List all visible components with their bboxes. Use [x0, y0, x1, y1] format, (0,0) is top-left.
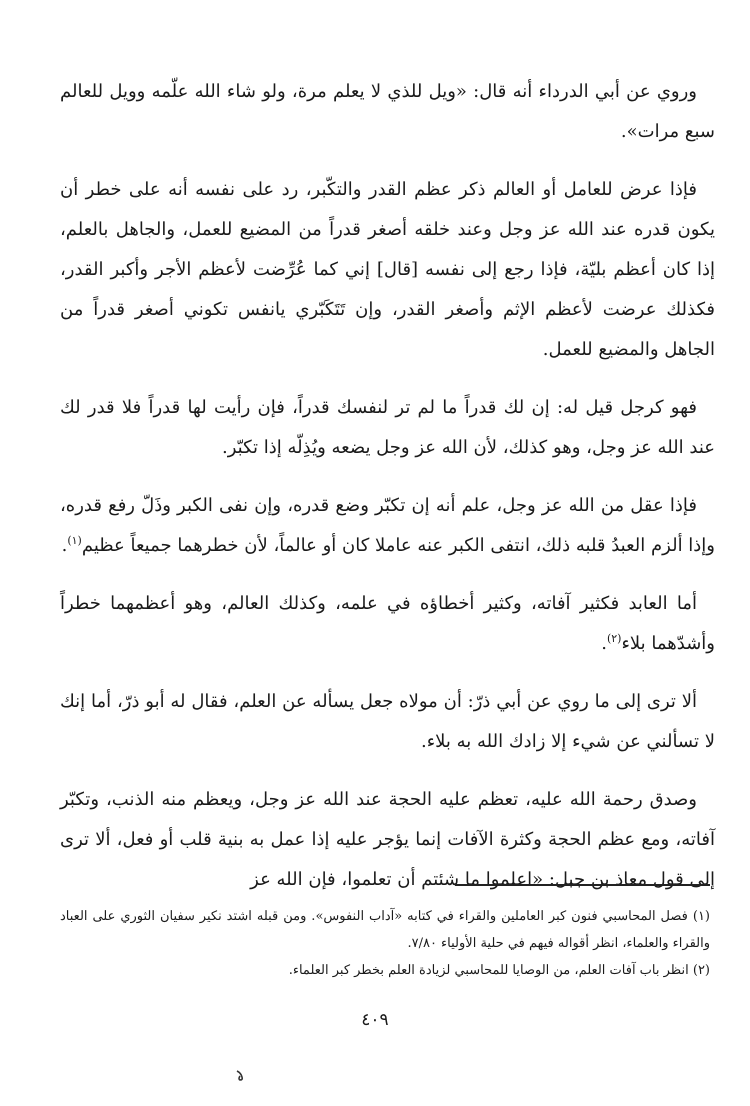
paragraph-3: فهو كرجل قيل له: إن لك قدراً ما لم تر لنفسك قدراً، فإن رأيت لها قدراً فلا قدر لك عند الله عز وجل، وهو كذلك، لأن الله عز وجل يضعه ويُذِلّه إذا تكبّر. — [60, 397, 715, 458]
footnote-1-text: فصل المحاسبي فنون كبر العاملين والقراء في كتابه «آداب النفوس». ومن قبله اشتد نكير سفيان الثوري على العباد والقراء والعلماء، انظر أقواله فيهم في حلية الأولياء ٧/٨٠. — [60, 909, 710, 951]
paragraph-6: ألا ترى إلى ما روي عن أبي ذرّ: أن مولاه جعل يسأله عن العلم، فقال له أبو ذرّ، أما إنك لا تسألني عن شيء إلا زادك الله به بلاء. — [60, 691, 715, 752]
paragraph-4-text: فإذا عقل من الله عز وجل، علم أنه إن تكبّر وضع قدره، وإن نفى الكبر وذَلّ رفع قدره، وإذا ألزم العبدُ قلبه ذلك، انتفى الكبر عنه عاملا كان أو عالماً، لأن خطرهما جميعاً عظيم — [60, 495, 715, 556]
footnote-2-number: (٢) — [692, 963, 710, 978]
paragraph-1: وروي عن أبي الدرداء أنه قال: «ويل للذي لا يعلم مرة، ولو شاء الله علّمه وويل للعالم سبع مرات». — [60, 81, 715, 142]
ink-mark-icon — [234, 1068, 248, 1082]
footnote-1-number: (١) — [692, 909, 710, 924]
paragraph-4: فإذا عقل من الله عز وجل، علم أنه إن تكبّر وضع قدره، وإن نفى الكبر وذَلّ رفع قدره، وإذا ألزم العبدُ قلبه ذلك، انتفى الكبر عنه عاملا كان أو عالماً، لأن خطرهما جميعاً عظيم$^{(١)}$. — [60, 495, 715, 556]
paragraph-2: فإذا عرض للعامل أو العالم ذكر عظم القدر والتكّبر، رد على نفسه أنه على خطر أن يكون قدره عند الله عز وجل وعند خلقه أصغر قدراً من المضيع للعمل، والجاهل بالعلم، إذا كان أعظم بليّة، فإذا رجع إلى نفسه [قال] إني كما عُرِّضت لأعظم الأجر وأكبر القدر، فكذلك عرضت لأعظم الإثم وأصغر القدر، وإن تَتَكَبّري يانفس تكوني أصغر قدراً من الجاهل والمضيع للعمل. — [60, 179, 715, 360]
footnote-ref-2: (٢) — [606, 632, 622, 645]
main-text — [60, 72, 715, 918]
footnote-2 — [60, 957, 710, 984]
footnote-2-text: انظر باب آفات العلم، من الوصايا للمحاسبي لزيادة العلم بخطر كبر العلماء. — [288, 963, 689, 978]
footnote-separator — [455, 884, 710, 886]
paragraph-5: أما العابد فكثير آفاته، وكثير أخطاؤه في علمه، وكذلك العالم، وهو أعظمهما خطراً وأشدّهما بلاء$^{(٢)}$. — [60, 593, 715, 654]
paragraph-5-text: أما العابد فكثير آفاته، وكثير أخطاؤه في علمه، وكذلك العالم، وهو أعظمهما خطراً وأشدّهما بلاء — [60, 593, 715, 654]
paragraph-7: وصدق رحمة الله عليه، تعظم عليه الحجة عند الله عز وجل، ويعظم منه الذنب، وتكبّر آفاته، ومع عظم الحجة وكثرة الآفات إنما يؤجر عليه إذا عمل به بنية قلب أو فعل، ألا ترى إلى قول معاذ بن جبل: «اعلموا ما شئتم أن تعلموا، فإن الله عز — [60, 789, 715, 890]
footnote-1 — [60, 903, 710, 957]
footnote-ref-1: (١) — [67, 534, 82, 547]
page-number: ٤٠٩ — [361, 1010, 389, 1030]
footnotes — [60, 903, 710, 984]
